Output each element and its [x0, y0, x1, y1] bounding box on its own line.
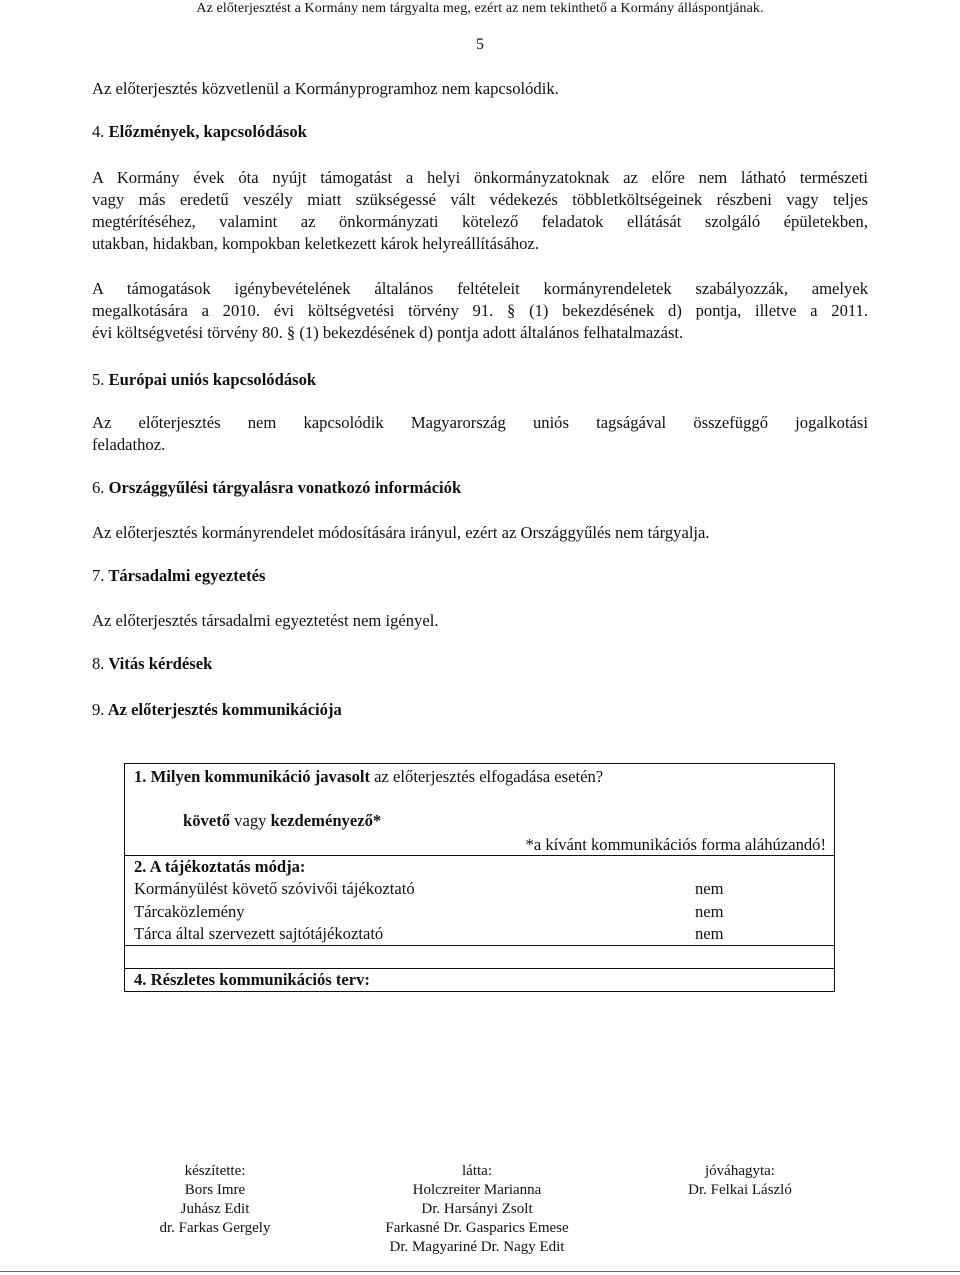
signature-prepared [150, 1162, 280, 1238]
info-method-label: Kormányülést követő szóvivői tájékoztató [134, 879, 415, 898]
section-9-heading [92, 700, 342, 720]
section-5-title: Európai uniós kapcsolódások [108, 370, 317, 389]
signature-name: Farkasné Dr. Gasparics Emese [385, 1220, 569, 1236]
communication-table [124, 763, 835, 992]
divider-line [125, 968, 834, 969]
section-4-p1-line: utakban, hidakban, kompokban keletkezett károk helyreállításához. [92, 234, 539, 253]
section-7-title: Társadalmi egyeztetés [108, 566, 266, 585]
section-4-paragraph-1 [92, 167, 868, 255]
page-header-notice: Az előterjesztést a Kormány nem tárgyalta meg, ezért az nem tekinthető a Kormány álláspontjának. [196, 1, 764, 16]
section-4-number: 4. [92, 122, 105, 141]
section-6-paragraph: Az előterjesztés kormányrendelet módosítására irányul, ezért az Országgyűlés nem tárgyalja. [92, 523, 710, 542]
divider-line [125, 855, 834, 856]
intro-paragraph: Az előterjesztés közvetlenül a Kormányprogramhoz nem kapcsolódik. [92, 79, 559, 98]
signature-name: Juhász Edit [180, 1201, 250, 1217]
signature-name: Bors Imre [184, 1182, 246, 1198]
section-9-number: 9. [92, 700, 105, 719]
info-method-value: nem [695, 924, 724, 943]
section-4-heading [92, 122, 307, 142]
question-2 [134, 857, 305, 877]
question-2-label: 2. A tájékoztatás módja: [134, 857, 306, 876]
signature-label: készítette: [184, 1163, 246, 1179]
bottom-border [0, 1271, 960, 1272]
section-4-paragraph-2 [92, 278, 868, 344]
section-6-title: Országgyűlési tárgyalásra vonatkozó információk [108, 478, 462, 497]
option-initiate: kezdeményező* [270, 811, 382, 830]
divider-line [125, 945, 834, 946]
signature-name: dr. Farkas Gergely [159, 1220, 271, 1236]
section-8-heading [92, 654, 212, 674]
section-6-number: 6. [92, 478, 105, 497]
section-8-title: Vitás kérdések [108, 654, 213, 673]
signature-name: Dr. Magyariné Dr. Nagy Edit [389, 1239, 565, 1255]
section-5-line: Az előterjesztés nem kapcsolódik Magyarország uniós tagságával összefüggő jogalkotási [92, 413, 868, 432]
section-4-p2-line: megalkotására a 2010. évi költségvetési törvény 91. § (1) bekezdésének d) pontja, illetve a 2011. [92, 301, 868, 320]
section-4-p2-line: évi költségvetési törvény 80. § (1) bekezdésének d) pontja adott általános felhatalmazást. [92, 323, 684, 342]
section-7-paragraph: Az előterjesztés társadalmi egyeztetést nem igényel. [92, 611, 439, 630]
signature-seen [367, 1162, 587, 1257]
question-1-rest: az előterjesztés elfogadása esetén? [370, 767, 604, 786]
section-4-title: Előzmények, kapcsolódások [108, 122, 307, 141]
section-5-line: feladathoz. [92, 435, 166, 454]
info-method-label: Tárcaközlemény [134, 902, 245, 921]
signature-label: jóváhagyta: [705, 1163, 775, 1179]
section-5-heading [92, 370, 316, 390]
section-6-heading [92, 478, 461, 498]
section-8-number: 8. [92, 654, 105, 673]
question-1-bold: 1. Milyen kommunikáció javasolt [134, 767, 371, 786]
section-5-number: 5. [92, 370, 105, 389]
option-follow: követő [183, 811, 231, 830]
signature-name: Dr. Harsányi Zsolt [421, 1201, 533, 1217]
underline-footnote: *a kívánt kommunikációs forma aláhúzandó! [525, 835, 826, 854]
question-4 [134, 970, 370, 990]
section-7-number: 7. [92, 566, 105, 585]
communication-options [183, 811, 381, 831]
info-method-value: nem [695, 902, 724, 921]
page-number: 5 [476, 36, 484, 53]
section-9-title: Az előterjesztés kommunikációja [107, 700, 342, 719]
section-5-paragraph [92, 412, 868, 456]
section-4-p1-line: A Kormány évek óta nyújt támogatást a helyi önkormányzatoknak az előre nem látható természeti [92, 168, 868, 187]
section-4-p2-line: A támogatások igénybevételének általános feltételeit kormányrendeletek szabályozzák, amelyek [92, 279, 868, 298]
section-7-heading [92, 566, 265, 586]
section-4-p1-line: vagy más eredetű veszély miatt szükségessé vált védekezés többletköltségeinek részbeni vagy teljes [92, 190, 868, 209]
question-4-label: 4. Részletes kommunikációs terv: [134, 970, 370, 989]
signature-label: látta: [462, 1163, 492, 1179]
question-1 [134, 767, 603, 787]
info-method-value: nem [695, 879, 724, 898]
info-method-label: Tárca által szervezett sajtótájékoztató [134, 924, 384, 943]
section-4-p1-line: megtérítéséhez, valamint az önkormányzati kötelező feladatok ellátását szolgáló épületekben, [92, 212, 868, 231]
signature-name: Holczreiter Marianna [412, 1182, 542, 1198]
signature-approved [670, 1162, 810, 1200]
signature-name: Dr. Felkai László [688, 1182, 792, 1198]
option-or: vagy [230, 811, 271, 830]
